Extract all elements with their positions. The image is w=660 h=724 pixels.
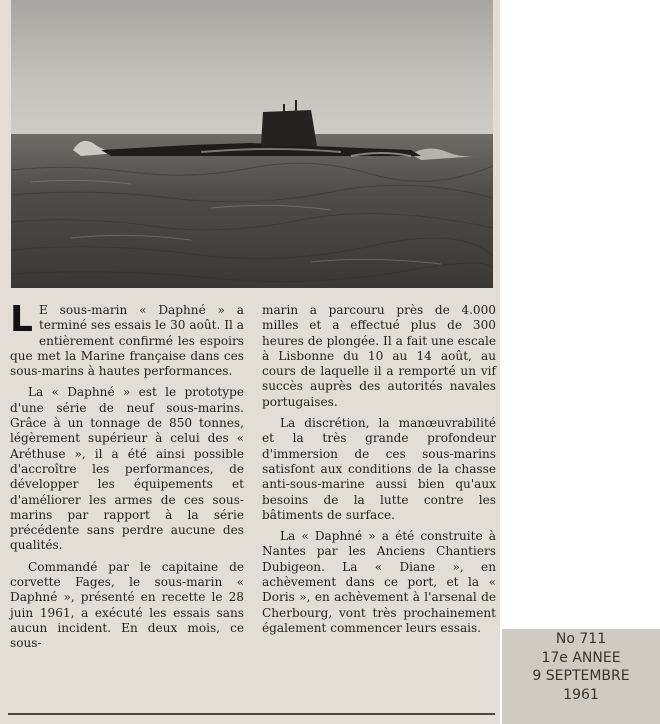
article-paragraph: La « Daphné » a été construite à Nantes par les Anciens Chantiers Dubigeon. La « Diane », en achèvement dans ce port, et la « Doris », en achèvement à l'arsenal de Cherbourg, vont très prochainement également commencer leurs essais. [262, 529, 496, 635]
article-paragraph: L E sous-marin « Daphné » a terminé ses essais le 30 août. Il a entièrement confirmé les espoirs que met la Marine française dans ces sous-marins à hautes performances. [10, 299, 244, 379]
drop-cap: L [10, 299, 33, 340]
issue-date: 9 SEPTEMBRE [532, 668, 630, 684]
article-paragraph: La discrétion, la manœuvrabilité et la très grande profondeur d'immersion de ces sous-marins satisfont aux conditions de la chasse anti-sous-marine aussi bien qu'aux besoins de la lutte contre les bâtiments de surface. [262, 416, 496, 522]
article-paragraph: La « Daphné » est le prototype d'une série de neuf sous-marins. Grâce à un tonnage de 850 tonnes, légèrement supérieur à celui des « Aréthuse », il a été ainsi possible d'accroître les performances, de développer les équipements et d'améliorer les armes de ces sous-marins par rapport à la série précédente sans perdre aucune des qualités. [10, 385, 244, 553]
edition-year: 17e ANNEE [541, 649, 621, 666]
article-column-right [262, 303, 496, 642]
submarine-photo [11, 0, 493, 288]
bottom-rule [8, 713, 495, 715]
issue-number: No 711 [555, 631, 607, 647]
article-paragraph: Commandé par le capitaine de corvette Fages, le sous-marin « Daphné », présenté en recette le 28 juin 1961, a exécuté les essais sans aucun incident. En deux mois, ce sous- [10, 559, 244, 651]
issue-year: 1961 [563, 686, 599, 703]
date-stamp [502, 629, 660, 724]
article-column-left [10, 299, 244, 658]
article-paragraph: marin a parcouru près de 4.000 milles et a effectué plus de 300 heures de plongée. Il a fait une escale à Lisbonne du 10 au 14 août, au cours de laquelle il a remporté un vif succès auprès des autorités navales portugaises. [262, 303, 496, 409]
